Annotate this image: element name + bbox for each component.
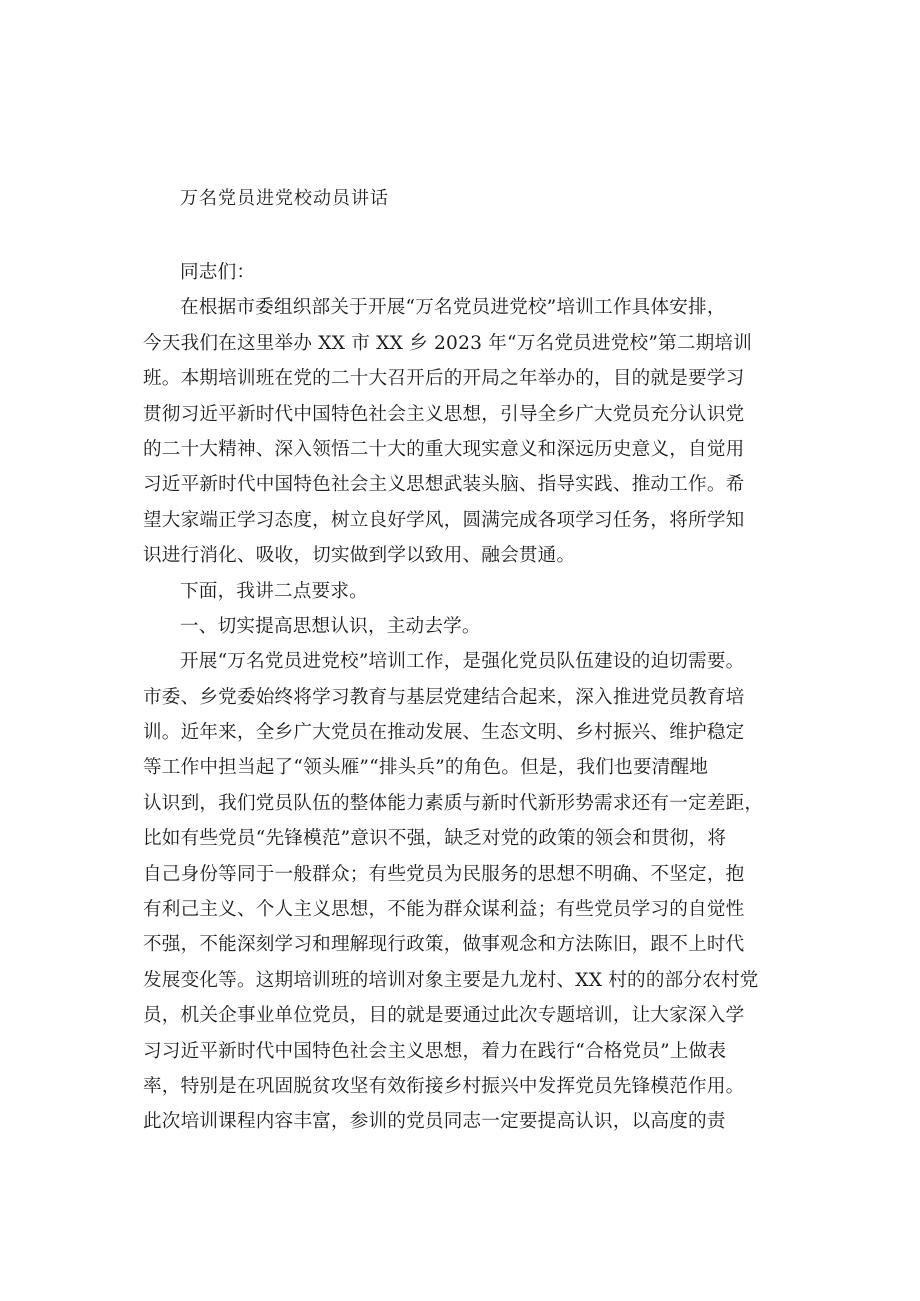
text-line: 自己身份等同于一般群众；有些党员为民服务的思想不明确、不坚定，抱 xyxy=(143,863,745,885)
document-body xyxy=(143,255,793,1140)
text-line: 的二十大精神、深入领悟二十大的重大现实意义和深远历史意义，自觉用 xyxy=(143,438,745,460)
text-line: 不强，不能深刻学习和理解现行政策，做事观念和方法陈旧，跟不上时代 xyxy=(143,934,745,956)
text-line: 有利己主义、个人主义思想，不能为群众谋利益；有些党员学习的自觉性 xyxy=(143,899,745,921)
text-line: 发展变化等。这期培训班的培训对象主要是九龙村、XX 村的的部分农村党 xyxy=(143,969,759,991)
text-line: 望大家端正学习态度，树立良好学风，圆满完成各项学习任务，将所学知 xyxy=(143,509,745,531)
text-line: 等工作中担当起了“领头雁”“排头兵”的角色。但是，我们也要清醒地 xyxy=(143,757,709,779)
text-line: 认识到，我们党员队伍的整体能力素质与新时代新形势需求还有一定差距， xyxy=(143,792,764,814)
text-line: 一、切实提高思想认识，主动去学。 xyxy=(180,615,481,637)
text-line: 识进行消化、吸收，切实做到学以致用、融会贯通。 xyxy=(143,545,576,567)
text-line: 训。近年来，全乡广大党员在推动发展、生态文明、乡村振兴、维护稳定 xyxy=(143,722,745,744)
text-line: 同志们： xyxy=(180,262,256,283)
text-line: 比如有些党员“先锋模范”意识不强，缺乏对党的政策的领会和贯彻，将 xyxy=(143,828,727,850)
text-line: 习近平新时代中国特色社会主义思想武装头脑、指导实践、推动工作。希 xyxy=(143,474,745,496)
text-line: 习习近平新时代中国特色社会主义思想，着力在践行“合格党员”上做表 xyxy=(143,1040,727,1062)
text-line: 班。本期培训班在党的二十大召开后的开局之年举办的，目的就是要学习 xyxy=(143,368,745,390)
document-title: 万名党员进党校动员讲话 xyxy=(180,188,389,209)
text-line: 今天我们在这里举办 XX 市 XX 乡 2023 年“万名党员进党校”第二期培训 xyxy=(143,332,752,354)
text-line: 此次培训课程内容丰富，参训的党员同志一定要提高认识，以高度的责 xyxy=(143,1111,726,1133)
text-line: 贯彻习近平新时代中国特色社会主义思想，引导全乡广大党员充分认识党 xyxy=(143,403,745,425)
text-line: 率，特别是在巩固脱贫攻坚有效衔接乡村振兴中发挥党员先锋模范作用。 xyxy=(143,1075,745,1097)
text-line: 市委、乡党委始终将学习教育与基层党建结合起来，深入推进党员教育培 xyxy=(143,686,745,708)
text-line: 下面，我讲二点要求。 xyxy=(180,580,368,602)
text-line: 开展“万名党员进党校”培训工作，是强化党员队伍建设的迫切需要。 xyxy=(180,651,745,673)
text-line: 员，机关企事业单位党员，目的就是要通过此次专题培训，让大家深入学 xyxy=(143,1005,745,1027)
text-line: 在根据市委组织部关于开展“万名党员进党校”培训工作具体安排， xyxy=(180,297,726,319)
